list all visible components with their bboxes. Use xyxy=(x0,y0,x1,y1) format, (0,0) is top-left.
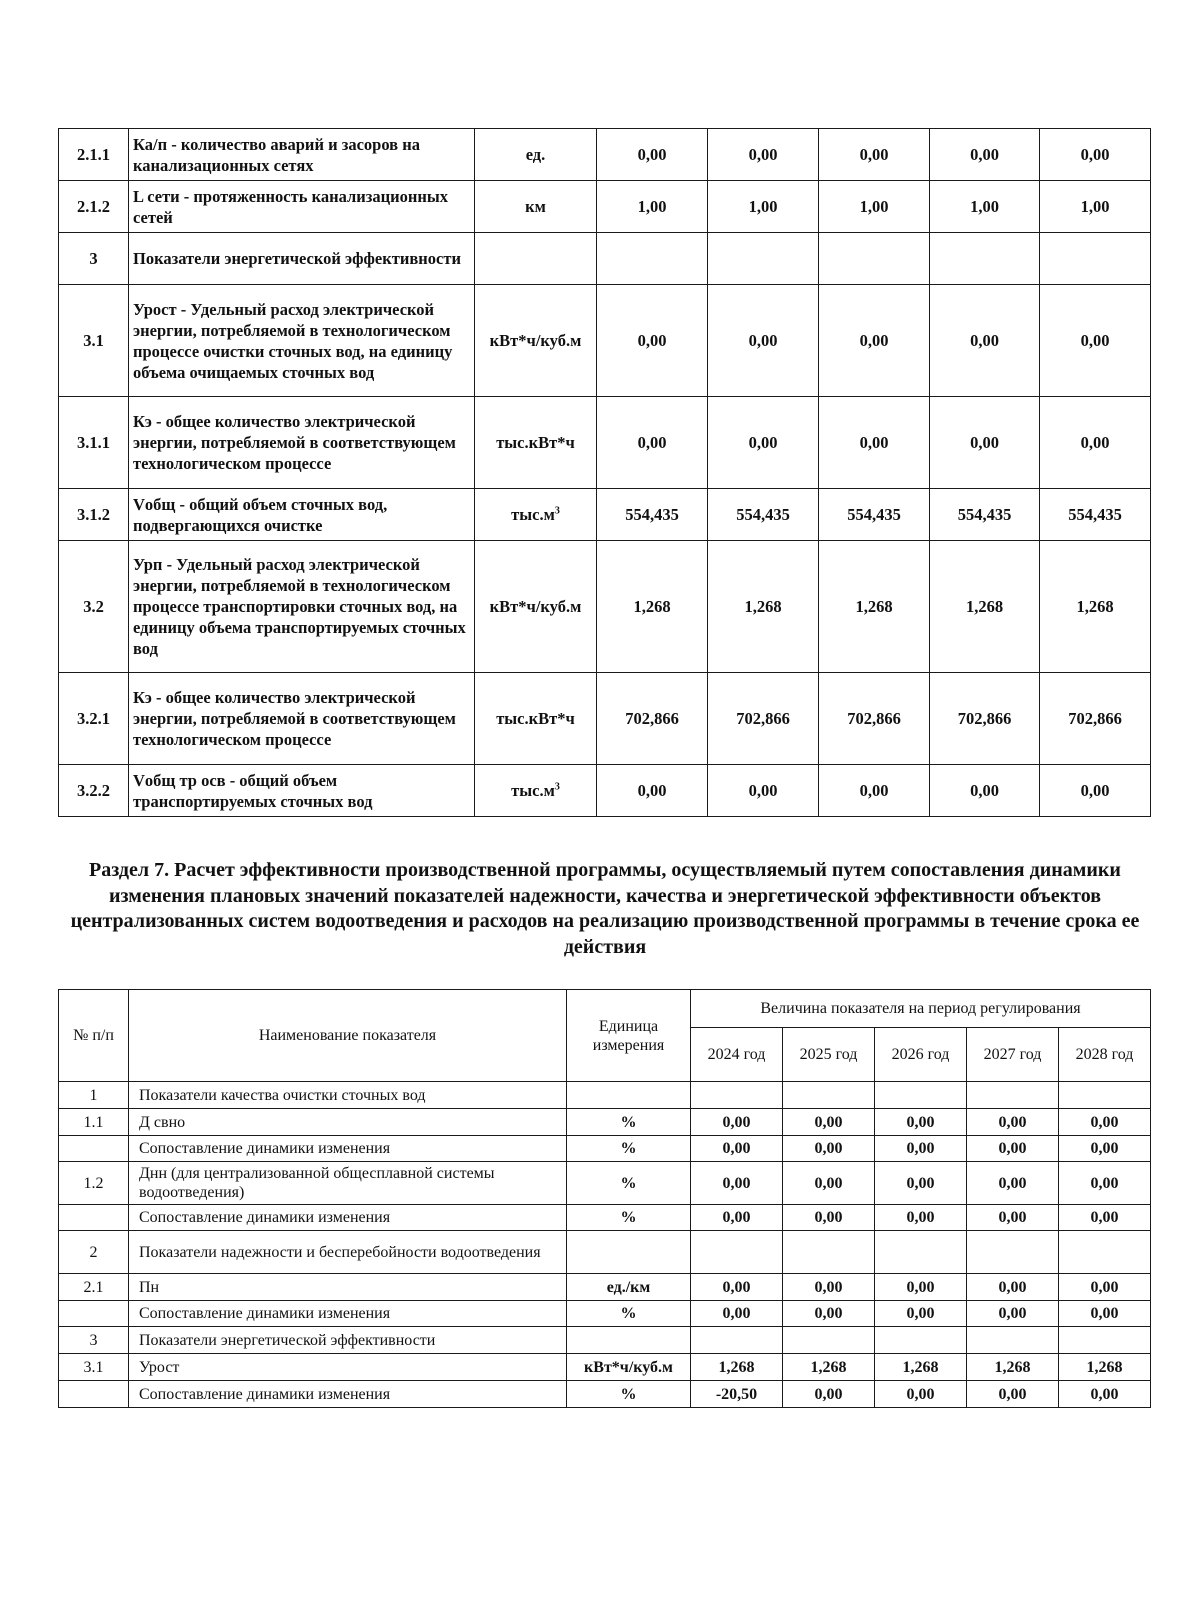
value-cell: 0,00 xyxy=(819,765,930,817)
value-cell: 0,00 xyxy=(819,397,930,489)
value-cell: 1,00 xyxy=(930,181,1040,233)
unit-text: ед. xyxy=(525,145,546,164)
unit-cell xyxy=(475,541,597,673)
value-cell: 0,00 xyxy=(1040,397,1151,489)
value-cell xyxy=(691,1327,783,1354)
indicator-name: Пн xyxy=(129,1274,567,1301)
row-number: 3.1 xyxy=(59,1354,129,1381)
value-cell: 0,00 xyxy=(691,1109,783,1136)
value-cell: 0,00 xyxy=(1040,285,1151,397)
value-cell: 0,00 xyxy=(875,1205,967,1231)
value-cell: 0,00 xyxy=(597,129,708,181)
indicator-name: Урп - Удельный расход электрической энергии, потребляемой в технологическом процессе транспортировки сточных вод, на единицу объема транспортируемых сточных вод xyxy=(129,541,475,673)
unit-text: кВт*ч/куб.м xyxy=(489,597,582,616)
row-number: 3.2 xyxy=(59,541,129,673)
row-number: 1.1 xyxy=(59,1109,129,1136)
table-row xyxy=(59,129,1151,181)
value-cell: 0,00 xyxy=(875,1381,967,1408)
value-cell: 0,00 xyxy=(783,1109,875,1136)
row-number: 2.1.1 xyxy=(59,129,129,181)
unit-text: тыс.м xyxy=(511,505,555,524)
value-cell xyxy=(875,1082,967,1109)
unit-text: км xyxy=(525,197,546,216)
value-cell: 0,00 xyxy=(967,1274,1059,1301)
indicator-name: Сопоставление динамики изменения xyxy=(129,1301,567,1327)
unit-superscript: 3 xyxy=(554,505,560,517)
table-row xyxy=(59,1301,1151,1327)
value-cell: 1,00 xyxy=(597,181,708,233)
value-cell: 1,268 xyxy=(967,1354,1059,1381)
header-year: 2027 год xyxy=(967,1028,1059,1082)
value-cell: 702,866 xyxy=(1040,673,1151,765)
unit-cell xyxy=(475,765,597,817)
table-row xyxy=(59,1162,1151,1205)
indicators-table-continued xyxy=(58,128,1151,817)
value-cell: 0,00 xyxy=(967,1109,1059,1136)
table-row xyxy=(59,181,1151,233)
value-cell: 0,00 xyxy=(1059,1205,1151,1231)
value-cell: 0,00 xyxy=(691,1274,783,1301)
row-number xyxy=(59,1301,129,1327)
unit-cell: % xyxy=(567,1162,691,1205)
table-row xyxy=(59,541,1151,673)
value-cell: 0,00 xyxy=(875,1162,967,1205)
value-cell: 0,00 xyxy=(783,1136,875,1162)
value-cell: 554,435 xyxy=(708,489,819,541)
row-number xyxy=(59,1205,129,1231)
value-cell: 1,268 xyxy=(1040,541,1151,673)
value-cell: 0,00 xyxy=(875,1274,967,1301)
unit-superscript: 3 xyxy=(554,781,560,793)
table-row xyxy=(59,1327,1151,1354)
section-7-heading: Раздел 7. Расчет эффективности производственной программы, осуществляемый путем сопоставления динамики изменения плановых значений показателей надежности, качества и энергетической эффективности объектов централизованных систем водоотведения и расходов на реализацию производственной программы в течение срока ее действия xyxy=(70,859,1140,958)
value-cell xyxy=(597,233,708,285)
value-cell: 1,268 xyxy=(930,541,1040,673)
table-row xyxy=(59,1231,1151,1274)
value-cell: 554,435 xyxy=(1040,489,1151,541)
value-cell xyxy=(1059,1327,1151,1354)
row-number: 3.1.2 xyxy=(59,489,129,541)
value-cell: -20,50 xyxy=(691,1381,783,1408)
value-cell: 0,00 xyxy=(691,1301,783,1327)
value-cell xyxy=(708,233,819,285)
value-cell: 702,866 xyxy=(819,673,930,765)
value-cell: 1,00 xyxy=(708,181,819,233)
unit-cell xyxy=(475,673,597,765)
value-cell: 702,866 xyxy=(597,673,708,765)
unit-cell: % xyxy=(567,1109,691,1136)
unit-text: кВт*ч/куб.м xyxy=(489,331,582,350)
unit-cell xyxy=(567,1327,691,1354)
unit-cell xyxy=(475,489,597,541)
unit-cell: % xyxy=(567,1205,691,1231)
value-cell: 0,00 xyxy=(967,1162,1059,1205)
value-cell: 1,268 xyxy=(875,1354,967,1381)
unit-cell xyxy=(475,233,597,285)
value-cell: 0,00 xyxy=(930,285,1040,397)
value-cell xyxy=(967,1231,1059,1274)
header-period: Величина показателя на период регулирования xyxy=(691,990,1151,1028)
value-cell: 0,00 xyxy=(783,1301,875,1327)
indicator-name: Показатели надежности и бесперебойности водоотведения xyxy=(129,1231,567,1274)
header-unit: Единица измерения xyxy=(567,990,691,1082)
value-cell xyxy=(875,1231,967,1274)
unit-cell xyxy=(567,1082,691,1109)
value-cell: 0,00 xyxy=(1059,1136,1151,1162)
indicator-name: Показатели энергетической эффективности xyxy=(129,1327,567,1354)
unit-cell: % xyxy=(567,1381,691,1408)
value-cell: 0,00 xyxy=(967,1205,1059,1231)
header-year: 2028 год xyxy=(1059,1028,1151,1082)
value-cell: 0,00 xyxy=(967,1301,1059,1327)
value-cell: 554,435 xyxy=(597,489,708,541)
value-cell: 0,00 xyxy=(708,765,819,817)
row-number: 3 xyxy=(59,233,129,285)
unit-cell xyxy=(475,397,597,489)
efficiency-table xyxy=(58,989,1151,1408)
row-number: 2 xyxy=(59,1231,129,1274)
value-cell: 554,435 xyxy=(930,489,1040,541)
indicator-name: Сопоставление динамики изменения xyxy=(129,1205,567,1231)
value-cell: 0,00 xyxy=(930,397,1040,489)
value-cell xyxy=(1059,1231,1151,1274)
value-cell: 0,00 xyxy=(967,1136,1059,1162)
indicator-name: Днн (для централизованной общесплавной системы водоотведения) xyxy=(129,1162,567,1205)
value-cell xyxy=(783,1231,875,1274)
value-cell: 0,00 xyxy=(783,1381,875,1408)
indicator-name: L сети - протяженность канализационных сетей xyxy=(129,181,475,233)
table-row xyxy=(59,1274,1151,1301)
value-cell: 1,00 xyxy=(819,181,930,233)
value-cell: 0,00 xyxy=(1059,1274,1151,1301)
value-cell: 0,00 xyxy=(1040,129,1151,181)
header-num: № п/п xyxy=(59,990,129,1082)
row-number: 3 xyxy=(59,1327,129,1354)
value-cell: 702,866 xyxy=(930,673,1040,765)
unit-text: тыс.м xyxy=(511,781,555,800)
row-number: 3.1.1 xyxy=(59,397,129,489)
table-row xyxy=(59,1354,1151,1381)
unit-cell: % xyxy=(567,1136,691,1162)
indicator-name: Vобщ - общий объем сточных вод, подвергающихся очистке xyxy=(129,489,475,541)
value-cell: 0,00 xyxy=(930,129,1040,181)
value-cell xyxy=(691,1231,783,1274)
value-cell: 0,00 xyxy=(691,1205,783,1231)
table-row xyxy=(59,765,1151,817)
indicator-name: Д свно xyxy=(129,1109,567,1136)
indicator-name: Vобщ тр осв - общий объем транспортируемых сточных вод xyxy=(129,765,475,817)
table-row xyxy=(59,1136,1151,1162)
indicator-name: Сопоставление динамики изменения xyxy=(129,1381,567,1408)
header-name: Наименование показателя xyxy=(129,990,567,1082)
indicator-name: Кэ - общее количество электрической энергии, потребляемой в соответствующем технологическом процессе xyxy=(129,673,475,765)
value-cell: 0,00 xyxy=(691,1136,783,1162)
unit-cell: % xyxy=(567,1301,691,1327)
value-cell: 0,00 xyxy=(1059,1162,1151,1205)
table-row xyxy=(59,233,1151,285)
unit-cell xyxy=(567,1231,691,1274)
row-number: 1 xyxy=(59,1082,129,1109)
value-cell xyxy=(967,1082,1059,1109)
row-number: 3.1 xyxy=(59,285,129,397)
value-cell: 0,00 xyxy=(819,285,930,397)
value-cell: 0,00 xyxy=(783,1205,875,1231)
value-cell: 0,00 xyxy=(819,129,930,181)
value-cell: 0,00 xyxy=(930,765,1040,817)
value-cell xyxy=(930,233,1040,285)
value-cell xyxy=(691,1082,783,1109)
value-cell xyxy=(783,1082,875,1109)
indicator-name: Показатели качества очистки сточных вод xyxy=(129,1082,567,1109)
header-year: 2025 год xyxy=(783,1028,875,1082)
header-year: 2024 год xyxy=(691,1028,783,1082)
value-cell xyxy=(875,1327,967,1354)
table-row xyxy=(59,673,1151,765)
value-cell: 1,268 xyxy=(783,1354,875,1381)
header-row-top xyxy=(59,990,1151,1028)
unit-text: тыс.кВт*ч xyxy=(496,433,575,452)
value-cell: 0,00 xyxy=(708,129,819,181)
table-row xyxy=(59,285,1151,397)
value-cell: 702,866 xyxy=(708,673,819,765)
table-row xyxy=(59,1205,1151,1231)
value-cell: 1,268 xyxy=(1059,1354,1151,1381)
value-cell: 1,00 xyxy=(1040,181,1151,233)
value-cell xyxy=(1040,233,1151,285)
value-cell: 1,268 xyxy=(819,541,930,673)
row-number: 3.2.1 xyxy=(59,673,129,765)
value-cell: 0,00 xyxy=(783,1274,875,1301)
value-cell: 1,268 xyxy=(597,541,708,673)
value-cell xyxy=(783,1327,875,1354)
value-cell: 0,00 xyxy=(783,1162,875,1205)
header-year: 2026 год xyxy=(875,1028,967,1082)
value-cell: 0,00 xyxy=(1059,1301,1151,1327)
value-cell: 0,00 xyxy=(597,285,708,397)
unit-cell: кВт*ч/куб.м xyxy=(567,1354,691,1381)
indicator-name: Показатели энергетической эффективности xyxy=(129,233,475,285)
value-cell: 0,00 xyxy=(1040,765,1151,817)
value-cell: 1,268 xyxy=(708,541,819,673)
table-row xyxy=(59,1381,1151,1408)
value-cell: 0,00 xyxy=(597,397,708,489)
row-number xyxy=(59,1136,129,1162)
unit-cell xyxy=(475,129,597,181)
value-cell: 0,00 xyxy=(597,765,708,817)
row-number: 1.2 xyxy=(59,1162,129,1205)
row-number: 2.1 xyxy=(59,1274,129,1301)
value-cell: 0,00 xyxy=(875,1301,967,1327)
indicator-name: Урост xyxy=(129,1354,567,1381)
value-cell xyxy=(819,233,930,285)
value-cell: 0,00 xyxy=(1059,1381,1151,1408)
value-cell: 0,00 xyxy=(708,397,819,489)
value-cell: 1,268 xyxy=(691,1354,783,1381)
value-cell: 0,00 xyxy=(967,1381,1059,1408)
value-cell: 554,435 xyxy=(819,489,930,541)
unit-cell: ед./км xyxy=(567,1274,691,1301)
table-row xyxy=(59,489,1151,541)
value-cell xyxy=(967,1327,1059,1354)
value-cell: 0,00 xyxy=(875,1109,967,1136)
indicator-name: Ка/п - количество аварий и засоров на канализационных сетях xyxy=(129,129,475,181)
unit-cell xyxy=(475,181,597,233)
row-number: 3.2.2 xyxy=(59,765,129,817)
value-cell: 0,00 xyxy=(875,1136,967,1162)
unit-text: тыс.кВт*ч xyxy=(496,709,575,728)
table-row xyxy=(59,1109,1151,1136)
table-row xyxy=(59,397,1151,489)
row-number: 2.1.2 xyxy=(59,181,129,233)
table-row xyxy=(59,1082,1151,1109)
value-cell xyxy=(1059,1082,1151,1109)
value-cell: 0,00 xyxy=(691,1162,783,1205)
row-number xyxy=(59,1381,129,1408)
indicator-name: Кэ - общее количество электрической энергии, потребляемой в соответствующем технологическом процессе xyxy=(129,397,475,489)
indicator-name: Сопоставление динамики изменения xyxy=(129,1136,567,1162)
value-cell: 0,00 xyxy=(1059,1109,1151,1136)
indicator-name: Урост - Удельный расход электрической энергии, потребляемой в технологическом процессе очистки сточных вод, на единицу объема очищаемых сточных вод xyxy=(129,285,475,397)
unit-cell xyxy=(475,285,597,397)
value-cell: 0,00 xyxy=(708,285,819,397)
